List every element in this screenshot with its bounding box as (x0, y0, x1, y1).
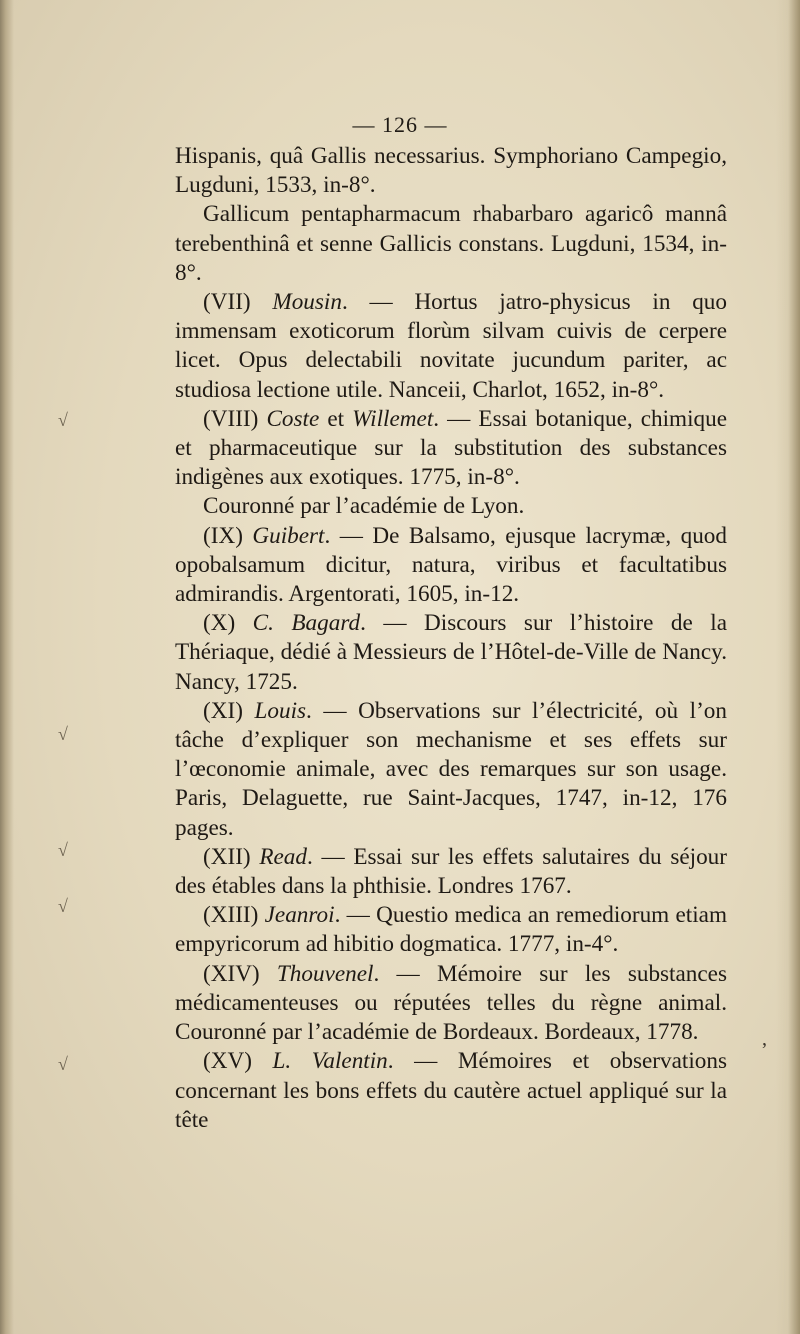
entry-number: (XII) (203, 843, 260, 870)
margin-check-mark: √ (58, 410, 68, 430)
bibliography-entry (175, 697, 727, 843)
entry-text: . — Discours sur l’histoire de la Thériaque, dédié à Messieurs de l’Hôtel-de-Ville de Nancy. Nancy, 1725. (175, 610, 727, 695)
entry-text: . — Questio medica an remediorum etiam empyricorum ad hibitio dogmatica. 1777, in-4°. (175, 902, 727, 958)
entry-number: (XIII) (203, 902, 265, 929)
bibliography-text (175, 142, 727, 1135)
entry-author: C. Bagard (252, 610, 361, 637)
entry-author: Louis (254, 697, 307, 724)
page-gutter-shadow (0, 0, 14, 1334)
margin-check-mark: √ (58, 840, 68, 860)
entry-author: Coste (266, 405, 320, 432)
margin-ink-mark: , (762, 1028, 767, 1050)
entry-text: Hispanis, quâ Gallis necessarius. Symphoriano Campegio, Lugduni, 1533, in-8°. (175, 143, 727, 199)
bibliography-entry (175, 843, 727, 901)
entry-number: (IX) (203, 522, 253, 549)
entry-author: Read (259, 843, 307, 870)
bibliography-entry (175, 1047, 727, 1135)
entry-text: . — Hortus jatro-physicus in quo immensam exoticorum florùm silvam cuivis de cerpere licet. Opus delectabili novitate jucundum pariter, ac studiosa lectione utile. Nanceii, Charlot, 1652, in-8°. (175, 289, 727, 403)
entry-number: (X) (203, 610, 253, 637)
entry-author: Thouvenel (276, 960, 374, 987)
page-edge-shadow (776, 0, 800, 1334)
bibliography-entry (175, 405, 727, 493)
bibliography-entry (175, 492, 727, 521)
bibliography-entry (175, 960, 727, 1048)
entry-text: . — Essai sur les effets salutaires du séjour des étables dans la phthisie. Londres 1767. (175, 843, 727, 900)
entry-number: (XV) (203, 1048, 273, 1075)
bibliography-entry (175, 200, 727, 288)
entry-text: . — Mémoires et observations concernant les bons effets du cautère actuel appliqué sur la tête (175, 1048, 728, 1133)
entry-text: . — De Balsamo, ejusque lacrymæ, quod opobalsamum dicitur, natura, viribus et facultatibus admirandis. Argentorati, 1605, in-12. (175, 522, 727, 608)
margin-check-mark: √ (58, 724, 68, 744)
entry-author: Mousin (272, 289, 342, 316)
bibliography-entry (175, 142, 727, 200)
bibliography-entry (175, 288, 727, 405)
entry-author-joiner: et (319, 405, 353, 432)
entry-number: (XIV) (203, 960, 277, 987)
entry-number: (VIII) (203, 405, 267, 432)
entry-number: (VII) (203, 289, 273, 316)
entry-author: Jeanroi (264, 902, 335, 929)
entry-author: Willemet (352, 405, 434, 432)
entry-text: . — Mémoire sur les substances médicamenteuses ou réputées telles du règne animal. Couronné par l’académie de Bordeaux. Bordeaux, 1778. (175, 960, 727, 1046)
page-number: — 126 — (352, 112, 448, 137)
entry-text: Couronné par l’académie de Lyon. (203, 493, 525, 520)
entry-number: (XI) (203, 697, 255, 724)
bibliography-entry (175, 901, 727, 959)
entry-text: . — Essai botanique, chimique et pharmaceutique sur la substitution des substances indigènes aux exotiques. 1775, in-8°. (175, 405, 728, 491)
entry-text: . — Observations sur l’électricité, où l’on tâche d’expliquer son mechanisme et ses effets sur l’œconomie animale, avec des remarques sur son usage. Paris, Delaguette, rue Saint-Jacques, 1747, in-12, 176 pages. (175, 697, 727, 841)
entry-author: Guibert (252, 522, 325, 549)
entry-text: Gallicum pentapharmacum rhabarbaro agaricô mannâ terebenthinâ et senne Gallicis constans. Lugduni, 1534, in-8°. (175, 201, 727, 286)
entry-author: L. Valentin (272, 1048, 388, 1075)
bibliography-entry (175, 609, 727, 697)
bibliography-entry (175, 522, 727, 610)
margin-check-mark: √ (58, 896, 68, 916)
margin-check-mark: √ (58, 1054, 68, 1074)
